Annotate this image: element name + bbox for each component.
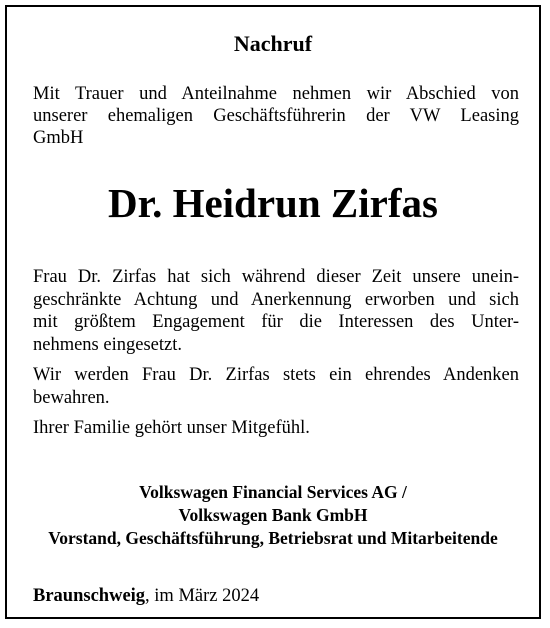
paragraph-remembrance xyxy=(33,364,519,409)
signature-line: Volkswagen Bank GmbH xyxy=(178,505,368,525)
signature-line: Vorstand, Geschäftsführung, Betriebsrat und Mitarbeitende xyxy=(48,528,498,548)
intro-line: Mit Trauer und Anteilnahme nehmen wir Abschied von xyxy=(33,84,519,104)
paragraph-condolence xyxy=(33,417,519,440)
notice-body xyxy=(33,266,519,448)
place-and-date xyxy=(33,585,259,607)
signature-block xyxy=(7,481,539,550)
signature-line: Volkswagen Financial Services AG / xyxy=(139,482,407,502)
paragraph-line: bewahren. xyxy=(33,387,110,408)
paragraph-tribute xyxy=(33,266,519,356)
paragraph-line: Wir werden Frau Dr. Zirfas stets ein ehrendes Andenken xyxy=(33,365,519,385)
intro-text xyxy=(33,83,519,149)
paragraph-line: mit größtem Engagement für die Interessen des Unter- xyxy=(33,312,519,332)
place-name: Braunschweig xyxy=(33,586,146,606)
intro-line: GmbH xyxy=(33,128,84,148)
paragraph-line: nehmens eingesetzt. xyxy=(33,334,182,355)
obituary-notice xyxy=(5,5,541,619)
intro-line: unserer ehemaligen Geschäftsführerin der VW Leasing xyxy=(33,106,519,126)
date-text: , im März 2024 xyxy=(145,586,260,606)
paragraph-line: geschränkte Achtung und Anerkennung erworben und sich xyxy=(33,289,519,310)
deceased-name: Dr. Heidrun Zirfas xyxy=(108,180,438,226)
paragraph-line: Ihrer Familie gehört unser Mitgefühl. xyxy=(33,418,310,438)
notice-heading: Nachruf xyxy=(233,31,313,56)
paragraph-line: Frau Dr. Zirfas hat sich während dieser Zeit unsere unein- xyxy=(33,267,519,287)
